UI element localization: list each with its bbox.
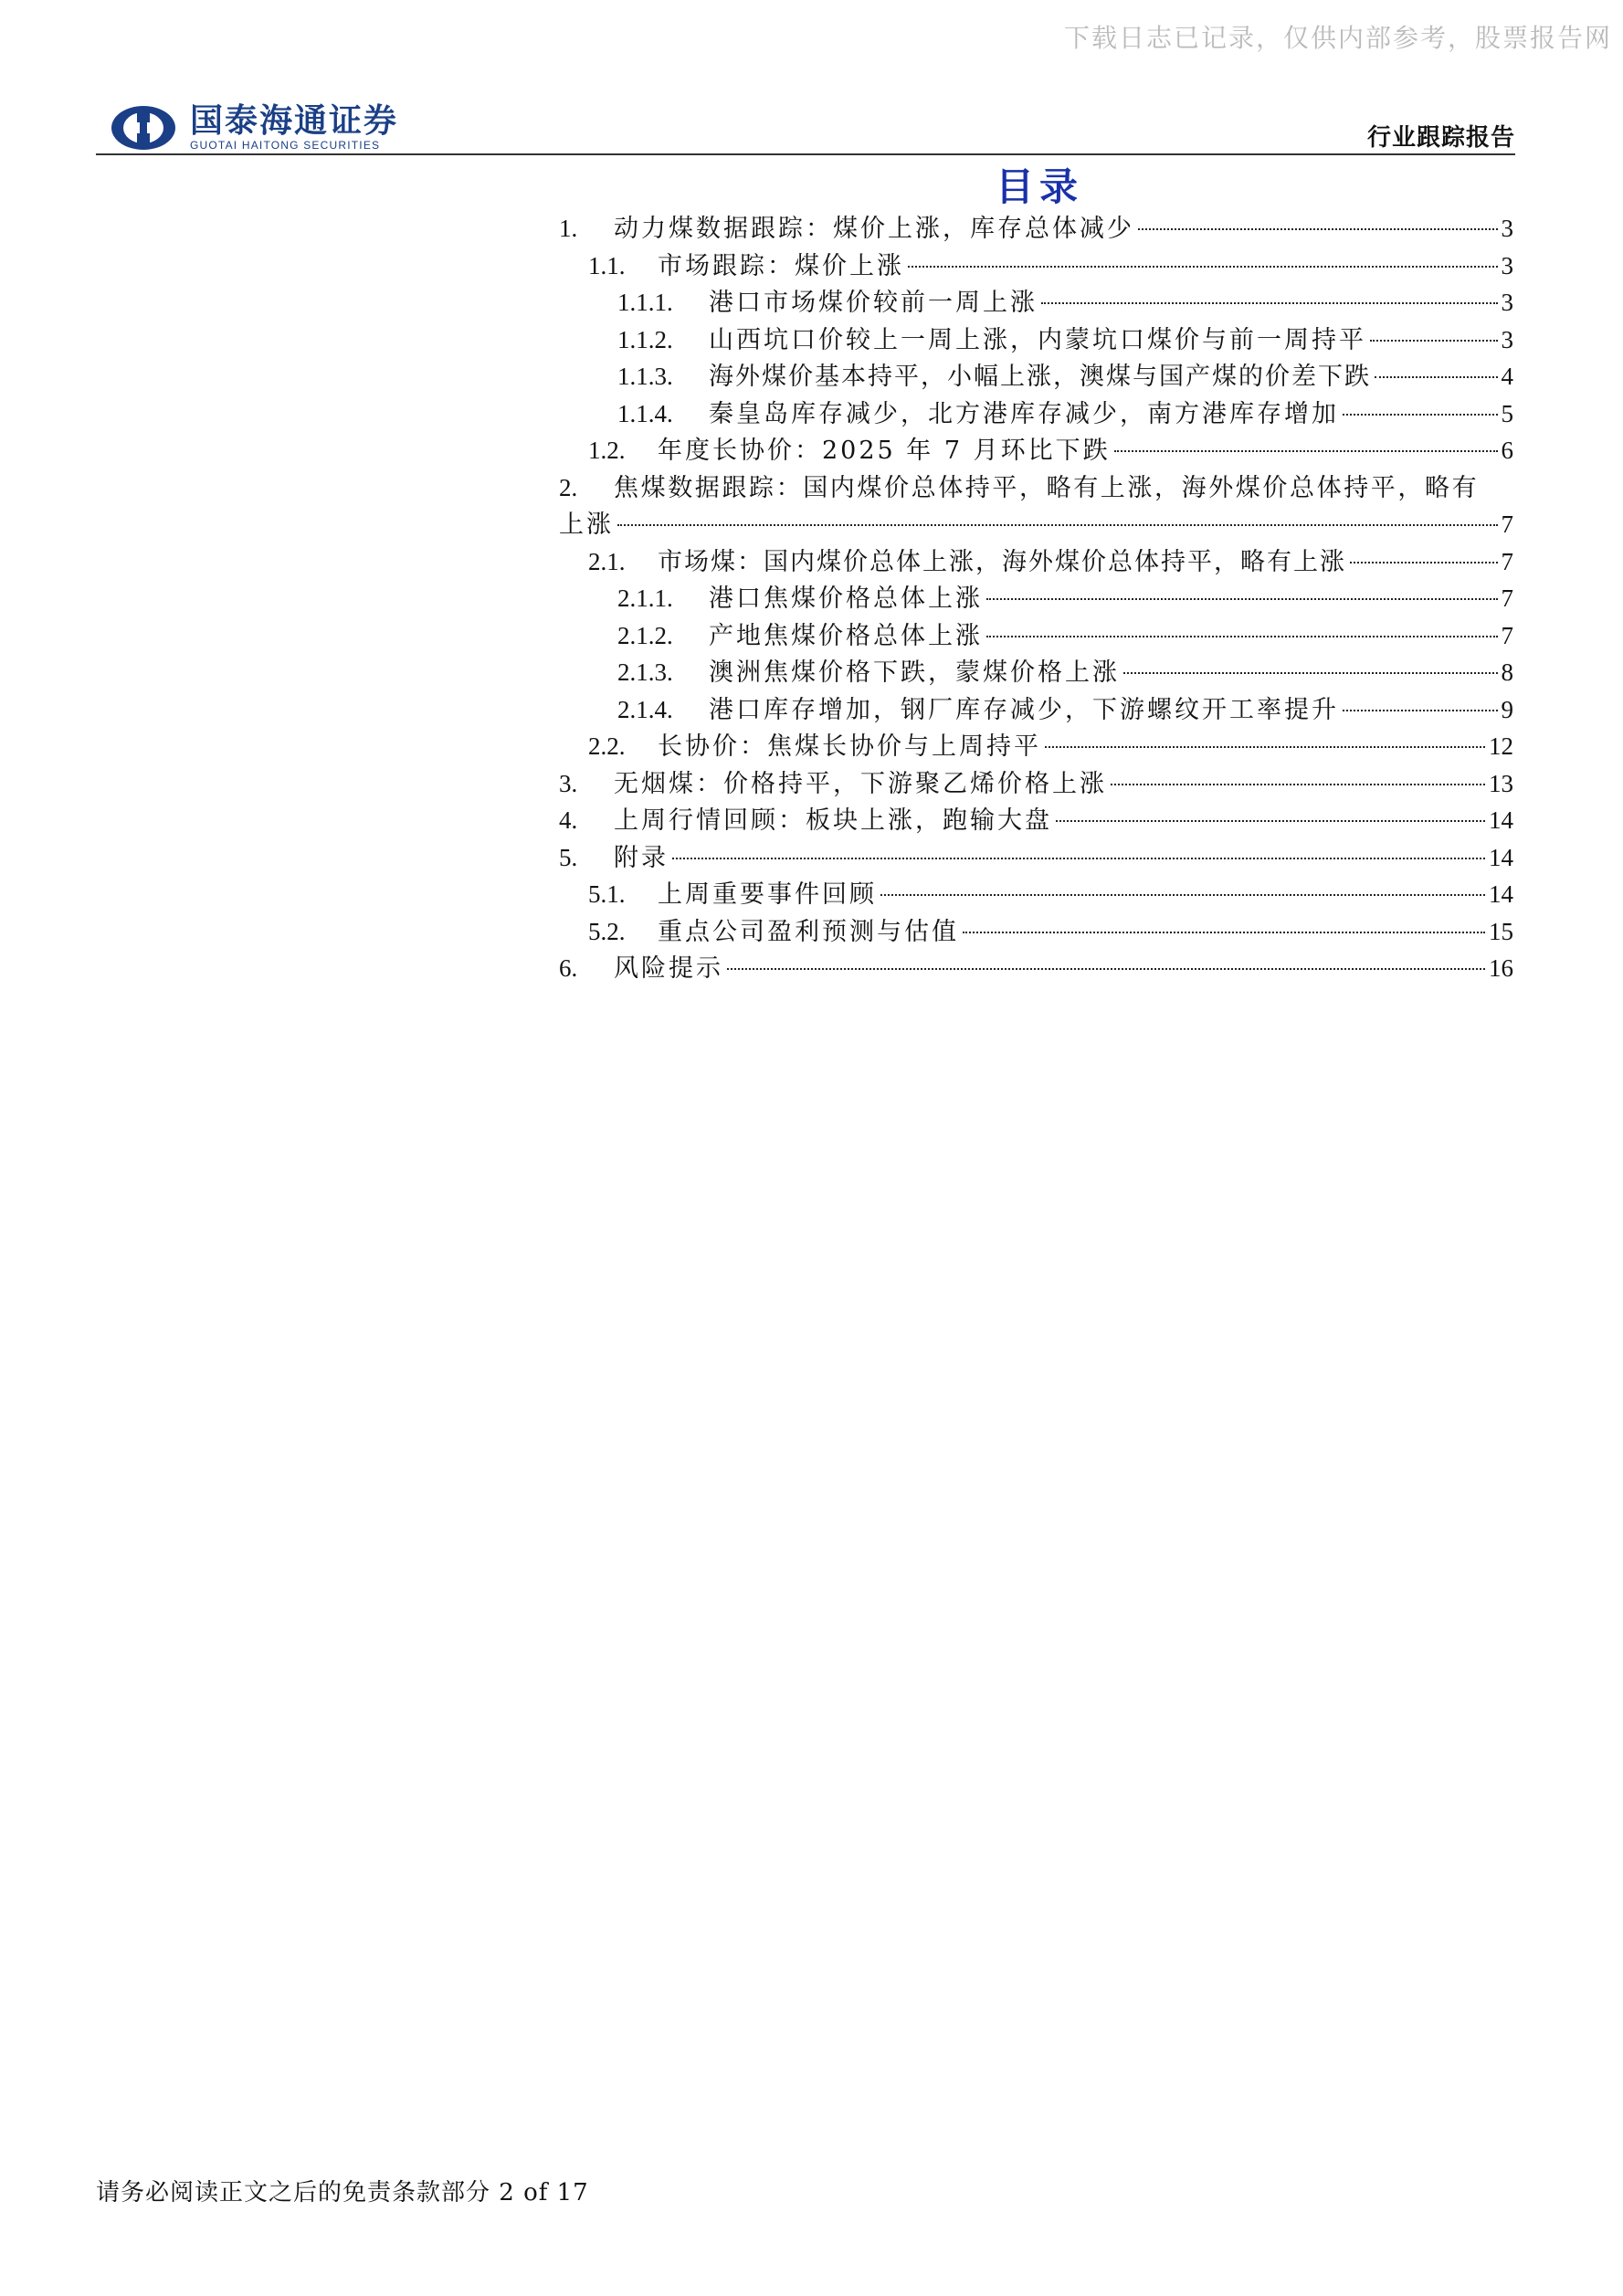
toc-entry-number: 1.1. [588,251,626,279]
toc-entry[interactable] [559,395,1513,433]
toc-entry-page: 9 [1501,695,1513,723]
toc-entry-number: 5.2. [588,917,626,945]
toc-entry-page: 7 [1501,621,1513,649]
toc-entry-title-continued: 上涨 [559,511,614,539]
toc-leader-dots [672,858,1485,859]
toc-entry-number: 6. [559,954,578,982]
toc-entry-page: 15 [1489,917,1513,945]
toc-entry-title: 港口焦煤价格总体上涨 [709,585,983,613]
toc-entry[interactable] [559,765,1513,803]
toc-entry[interactable] [559,913,1513,951]
toc-entry[interactable] [559,802,1513,839]
logo-chinese-name: 国泰海通证券 [190,102,399,140]
report-type-label: 行业跟踪报告 [1366,124,1515,152]
toc-entry[interactable] [559,284,1513,321]
toc-leader-dots [727,968,1485,970]
toc-entry-title: 风险提示 [614,954,723,983]
toc-entry-number: 2.1.1. [617,585,673,612]
toc-leader-dots [1056,820,1485,822]
table-of-contents [559,210,1513,987]
toc-entry-title: 秦皇岛库存减少，北方港库存减少，南方港库存增加 [709,399,1339,428]
toc-entry-title: 上周重要事件回顾 [658,880,877,909]
toc-entry-title: 附录 [614,843,669,872]
toc-entry-page: 12 [1489,732,1513,760]
toc-entry-number: 2.1. [588,547,626,575]
toc-entry[interactable] [559,728,1513,765]
toc-entry[interactable] [559,876,1513,913]
toc-entry[interactable] [559,839,1513,877]
toc-leader-dots [880,894,1485,896]
toc-entry-number: 3. [559,769,578,797]
toc-entry-title: 重点公司盈利预测与估值 [658,917,959,946]
toc-title: 目录 [996,164,1084,209]
toc-entry-page: 7 [1501,511,1513,538]
toc-entry-page: 14 [1489,880,1513,908]
toc-entry-number: 1.1.3. [617,363,673,390]
toc-entry[interactable] [559,248,1513,285]
toc-entry-page: 5 [1501,399,1513,427]
toc-leader-dots [617,524,1498,526]
toc-entry-number: 2.2. [588,732,626,760]
toc-entry-page: 3 [1501,251,1513,279]
toc-entry-page: 4 [1501,363,1513,390]
toc-entry-title: 市场煤：国内煤价总体上涨，海外煤价总体持平，略有上涨 [658,547,1346,576]
brand-logo-icon [110,104,177,152]
company-logo [110,102,398,153]
toc-entry-title: 海外煤价基本持平，小幅上涨，澳煤与国产煤的价差下跌 [709,363,1371,391]
toc-leader-dots [1114,450,1498,452]
toc-entry[interactable] [559,543,1513,581]
toc-entry-number: 5.1. [588,880,626,908]
toc-entry-number: 1.1.2. [617,325,673,353]
toc-entry-number: 2. [559,473,578,501]
toc-entry-title: 澳洲焦煤价格下跌，蒙煤价格上涨 [709,658,1120,687]
toc-entry-title: 长协价：焦煤长协价与上周持平 [658,732,1041,761]
toc-entry[interactable] [559,617,1513,655]
toc-entry-number: 2.1.4. [617,695,673,723]
toc-leader-dots [1343,414,1498,416]
toc-entry-page: 7 [1501,585,1513,612]
toc-leader-dots [1111,784,1485,785]
toc-entry[interactable] [559,691,1513,729]
toc-leader-dots [1343,710,1498,711]
toc-leader-dots [1350,562,1498,563]
toc-leader-dots [1375,376,1498,378]
toc-entry[interactable] [559,580,1513,617]
toc-leader-dots [986,598,1498,600]
toc-entry-number: 2.1.3. [617,658,673,686]
toc-entry-title: 无烟煤：价格持平，下游聚乙烯价格上涨 [614,769,1107,798]
toc-entry[interactable] [559,210,1513,248]
toc-entry-number: 1.1.1. [617,289,673,316]
toc-entry-title: 山西坑口价较上一周上涨，内蒙坑口煤价与前一周持平 [709,325,1366,354]
toc-entry-title: 动力煤数据跟踪：煤价上涨，库存总体减少 [614,215,1134,243]
toc-entry[interactable] [559,321,1513,359]
logo-english-name: GUOTAI HAITONG SECURITIES [190,139,381,152]
toc-leader-dots [1370,340,1498,342]
toc-entry-number: 1.1.4. [617,399,673,427]
toc-leader-dots [1138,228,1498,230]
toc-entry-number: 1. [559,215,578,242]
toc-leader-dots [1123,672,1498,674]
toc-entry-title: 港口库存增加，钢厂库存减少，下游螺纹开工率提升 [709,695,1339,724]
toc-entry-title: 焦煤数据跟踪：国内煤价总体持平，略有上涨，海外煤价总体持平，略有 [614,473,1480,502]
toc-entry-number: 5. [559,843,578,871]
toc-entry-title: 年度长协价：2025 年 7 月环比下跌 [658,437,1111,465]
toc-entry-page: 3 [1501,325,1513,353]
toc-leader-dots [963,932,1485,933]
page-footer-disclaimer: 请务必阅读正文之后的免责条款部分 2 of 17 [96,2179,589,2206]
toc-entry-title: 港口市场煤价较前一周上涨 [709,289,1038,317]
toc-leader-dots [908,266,1498,268]
toc-entry-page: 7 [1501,547,1513,575]
toc-entry-page: 6 [1501,437,1513,464]
watermark-text: 下载日志已记录，仅供内部参考，股票报告网 [1063,23,1612,53]
toc-entry-page: 3 [1501,289,1513,316]
toc-entry-title: 市场跟踪：煤价上涨 [658,251,904,280]
toc-entry[interactable] [559,469,1513,543]
toc-entry[interactable] [559,654,1513,691]
toc-entry[interactable] [559,432,1513,469]
toc-leader-dots [1041,302,1498,304]
toc-entry-page: 13 [1489,769,1513,797]
toc-entry-title: 产地焦煤价格总体上涨 [709,621,983,650]
toc-entry-page: 14 [1489,806,1513,834]
toc-entry-page: 3 [1501,215,1513,242]
toc-entry-page: 14 [1489,843,1513,871]
toc-entry-page: 8 [1501,658,1513,686]
toc-entry-number: 1.2. [588,437,626,464]
toc-entry-number: 4. [559,806,578,834]
toc-entry-title: 上周行情回顾：板块上涨，跑输大盘 [614,806,1052,835]
toc-leader-dots [1045,746,1485,748]
toc-entry[interactable] [559,950,1513,987]
toc-leader-dots [986,636,1498,637]
toc-entry-page: 16 [1489,954,1513,982]
toc-entry-number: 2.1.2. [617,621,673,649]
toc-entry[interactable] [559,358,1513,395]
header-divider [96,153,1515,155]
